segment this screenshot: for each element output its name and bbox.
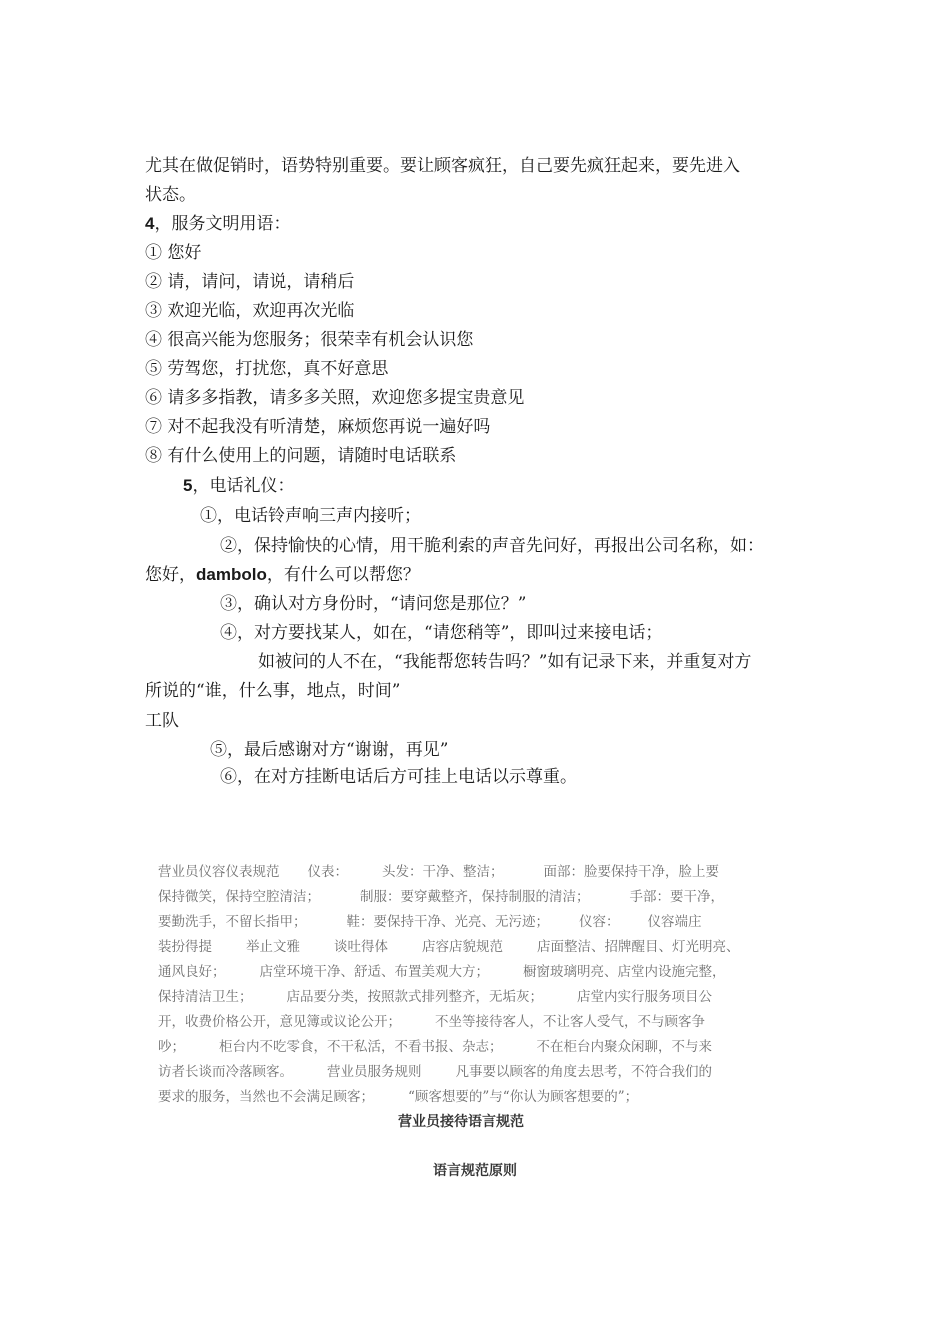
section-heading-4 (145, 212, 290, 236)
rules-segment: 不坐等接待客人，不让客人受气，不与顾客争 (435, 1014, 705, 1030)
rules-segment: 橱窗玻璃明亮、店堂内设施完整， (523, 964, 726, 980)
rules-line (158, 1037, 712, 1057)
rules-segment: 通风良好； (158, 964, 226, 980)
rules-segment: 制服：要穿戴整齐，保持制服的清洁； (360, 889, 590, 905)
rules-segment: 面部：脸要保持干净，脸上要 (543, 864, 719, 880)
phrase-item: ⑤ 劳驾您，打扰您，真不好意思 (145, 359, 389, 379)
rules-segment: 访者长谈而冷落顾客。 (158, 1064, 293, 1080)
rules-segment: 保持清洁卫生； (158, 989, 253, 1005)
paragraph-line: 状态。 (145, 185, 196, 205)
rules-segment: 吵； (158, 1039, 185, 1055)
phrase-item: ⑧ 有什么使用上的问题，请随时电话联系 (145, 446, 457, 466)
rules-segment: 仪容端庄 (647, 914, 702, 930)
greeting-text: 您好， (145, 565, 196, 585)
section-number: 5 (183, 476, 193, 495)
rules-segment: 保持微笑，保持空腔清洁； (158, 889, 320, 905)
rules-segment: 开，收费价格公开，意见簿或议论公开； (158, 1014, 401, 1030)
phrase-item: ③ 欢迎光临，欢迎再次光临 (145, 301, 355, 321)
rules-segment: 凡事要以顾客的角度去思考，不符合我们的 (455, 1064, 712, 1080)
rules-segment: 店堂内实行服务项目公 (577, 989, 712, 1005)
phone-item: ④，对方要找某人，如在，“请您稍等”，即叫过来接电话； (220, 623, 663, 643)
phone-item: 如被问的人不在，“我能帮您转告吗？”如有记录下来，并重复对方 (258, 652, 752, 672)
section-heading-5 (183, 474, 294, 498)
rules-line (158, 937, 740, 957)
rules-line (158, 887, 724, 907)
rules-segment: 头发：干净、整洁； (382, 864, 504, 880)
phone-item: ⑥，在对方挂断电话后方可挂上电话以示尊重。 (220, 767, 577, 787)
rules-segment: 仪表： (307, 864, 348, 880)
phrase-item: ② 请，请问，请说，请稍后 (145, 272, 355, 292)
rules-line (158, 1062, 712, 1082)
rules-segment: 手部：要干净， (629, 889, 724, 905)
rules-segment: 鞋：要保持干净、光亮、无污迹； (346, 914, 549, 930)
rules-segment: 店面整洁、招牌醒目、灯光明亮、 (537, 939, 740, 955)
greeting-text: ，有什么可以帮您？ (266, 565, 420, 585)
section-heading: 语言规范原则 (433, 1163, 517, 1179)
paragraph-line: 尤其在做促销时，语势特别重要。要让顾客疯狂，自己要先疯狂起来，要先进入 (145, 156, 740, 176)
rules-segment: 举止文雅 (246, 939, 300, 955)
rules-segment: 营业员仪容仪表规范 (158, 864, 280, 880)
rules-segment: 柜台内不吃零食，不干私活，不看书报、杂志； (219, 1039, 503, 1055)
rules-segment: 店品要分类，按照款式排列整齐，无垢灰； (286, 989, 543, 1005)
rules-segment: 营业员服务规则 (327, 1064, 422, 1080)
rules-segment: 要勤洗手，不留长指甲； (158, 914, 307, 930)
phone-item: ③，确认对方身份时，“请问您是那位？” (220, 594, 527, 614)
rules-segment: 店堂环境干净、舒适、布置美观大方； (259, 964, 489, 980)
phone-item: ⑤，最后感谢对方“谢谢，再见” (210, 740, 449, 760)
paragraph-line: 工队 (145, 711, 179, 731)
section-number: 4 (145, 214, 155, 233)
section-title: ，电话礼仪： (192, 476, 295, 496)
section-heading: 营业员接待语言规范 (398, 1114, 524, 1130)
phrase-item: ① 您好 (145, 243, 202, 263)
rules-line (158, 862, 719, 882)
rules-line (158, 962, 726, 982)
phone-item: ①，电话铃声响三声内接听； (200, 506, 421, 526)
rules-segment: 不在柜台内聚众闲聊，不与来 (536, 1039, 712, 1055)
company-name: dambolo (196, 565, 267, 584)
phone-item: 所说的“谁，什么事，地点，时间” (145, 681, 401, 701)
rules-segment: “顾客想要的”与“你认为顾客想要的”； (408, 1089, 639, 1105)
rules-segment: 要求的服务，当然也不会满足顾客； (158, 1089, 374, 1105)
rules-line (158, 912, 702, 932)
phrase-item: ④ 很高兴能为您服务；很荣幸有机会认识您 (145, 330, 474, 350)
rules-segment: 装扮得提 (158, 939, 212, 955)
rules-segment: 谈吐得体 (334, 939, 388, 955)
section-title: ，服务文明用语： (154, 214, 291, 234)
rules-line (158, 987, 712, 1007)
phone-item: ②，保持愉快的心情，用干脆利索的声音先问好，再报出公司名称，如： (220, 536, 764, 556)
phrase-item: ⑥ 请多多指教，请多多关照，欢迎您多提宝贵意见 (145, 388, 525, 408)
rules-line (158, 1087, 638, 1107)
phone-item (145, 563, 420, 587)
rules-line (158, 1012, 705, 1032)
phrase-item: ⑦ 对不起我没有听清楚，麻烦您再说一遍好吗 (145, 417, 491, 437)
rules-segment: 仪容： (579, 914, 620, 930)
rules-segment: 店容店貌规范 (422, 939, 503, 955)
